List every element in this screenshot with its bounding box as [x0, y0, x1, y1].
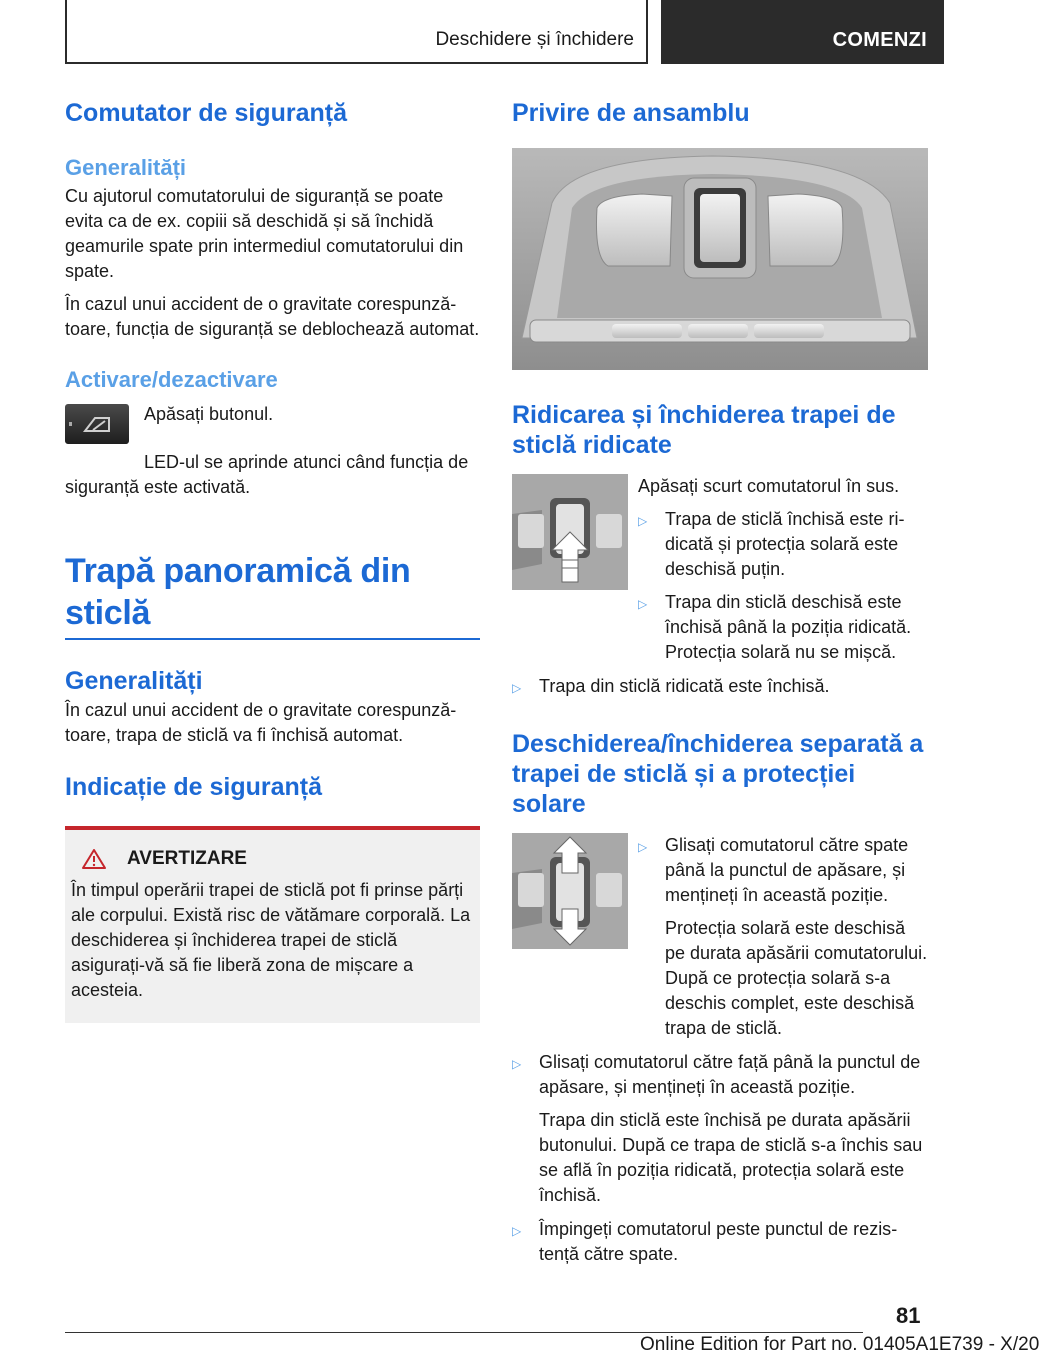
paragraph-raise: Apăsați scurt comutatorul în sus. [638, 476, 900, 496]
list-item [512, 674, 928, 701]
switch-up-image [512, 474, 628, 590]
warning-title-row [71, 848, 474, 870]
footer-divider [65, 1332, 863, 1333]
edition-text: Online Edition for Part no. 01405A1E739 - X/20 [640, 1334, 1039, 1355]
press-button-row [65, 402, 480, 444]
bullet-triangle-icon: ▷ [638, 840, 648, 854]
heading-panoramic-sunroof: Trapă panoramică din sticlă [65, 550, 480, 640]
window-lock-icon [65, 404, 129, 444]
bullet-triangle-icon: ▷ [512, 1057, 522, 1071]
warning-title: AVERTIZARE [127, 848, 247, 869]
paragraph-accident: În cazul unui accident de o gravitate corespunzătoare, funcția de siguranță se deblochează automat. [65, 294, 480, 339]
overhead-console-image [512, 148, 928, 370]
safety-switch-button-image [65, 404, 129, 444]
right-column [512, 98, 928, 1267]
heading-safety-switch: Comutator de siguranță [65, 99, 347, 127]
bullet-triangle-icon: ▷ [512, 1224, 522, 1238]
chapter-title: COMENZI [832, 29, 927, 51]
paragraph-general: Cu ajutorul comutatorului de siguranță se poate evita ca de ex. copiii să deschidă și să închidă geamurile spate prin intermediul comutatorului din spate. [65, 186, 464, 281]
page-number: 81 [896, 1303, 921, 1328]
list-item [512, 1050, 928, 1100]
heading-general-2: Generalități [65, 667, 203, 695]
list-item-text: Glisați comutatorul către față până la punctul de apăsare, și mențineți în această poziție. [539, 1052, 921, 1097]
heading-general: Generalități [65, 155, 187, 180]
list-item [512, 1217, 928, 1267]
bullet-triangle-icon: ▷ [638, 514, 648, 528]
list-item-continuation: Trapa din sticlă este închisă pe durata apăsării butonului. După ce trapa de sticlă s-a închis sau se află în poziția ridicată, protecția solară este închisă. [539, 1110, 923, 1205]
list-item-text: Împingeți comutatorul peste punctul de rezistență către spate. [539, 1219, 898, 1264]
heading-safety-note: Indicație de siguranță [65, 773, 323, 801]
list-item-continuation: Protecția solară este deschisă pe durata apăsării comutatorului. După ce protecția solară s-a deschis complet, este deschisă trapa de sticlă. [665, 918, 928, 1038]
list-item-text: Trapa de sticlă închisă este ridicată și protecția solară este deschisă puțin. [665, 509, 905, 579]
list-item [638, 590, 928, 665]
warning-text: În timpul operării trapei de sticlă pot fi prinse părți ale corpului. Există risc de vătămare corporală. La deschiderea și închiderea trapei de sticlă asigurați-vă să fie liberă zona de mișcare a acesteia. [71, 880, 471, 1000]
list-item-text: Trapa din sticlă deschisă este închisă până la poziția ridicată. Protecția solară nu se mișcă. [665, 592, 912, 662]
bullet-triangle-icon: ▷ [512, 681, 522, 695]
bullet-triangle-icon: ▷ [638, 597, 648, 611]
section-title: Deschidere și închidere [435, 29, 634, 50]
list-item-text: Trapa din sticlă ridicată este închisă. [539, 676, 830, 696]
header-chapter-tab [661, 0, 944, 64]
heading-overview: Privire de ansamblu [512, 99, 750, 127]
switch-slide-image [512, 833, 628, 949]
paragraph-press: Apăsați butonul. [144, 404, 274, 424]
left-column [65, 98, 480, 1023]
list-item-text: Glisați comutatorul către spate până la punctul de apăsare, și mențineți în această poziție. [665, 835, 909, 905]
separate-text [638, 833, 928, 1041]
header-section-tab [65, 0, 648, 64]
warning-box [65, 826, 480, 1023]
heading-raise-close: Ridicarea și închiderea trapei de sticlă ridicate [512, 401, 896, 459]
heading-separate: Deschiderea/închiderea separată a trapei de sticlă și a protecției solare [512, 730, 924, 818]
paragraph-accident-2: În cazul unui accident de o gravitate corespunzătoare, trapa de sticlă va fi închisă automat. [65, 700, 457, 745]
separate-section [512, 833, 928, 1041]
warning-triangle-icon [81, 848, 107, 870]
paragraph-led: LED-ul se aprinde atunci când funcția de siguranță este activată. [65, 452, 469, 497]
raise-text [638, 474, 928, 665]
raise-section [512, 474, 928, 665]
list-item [638, 833, 928, 908]
list-item [638, 507, 928, 582]
heading-activate: Activare/dezactivare [65, 367, 278, 392]
